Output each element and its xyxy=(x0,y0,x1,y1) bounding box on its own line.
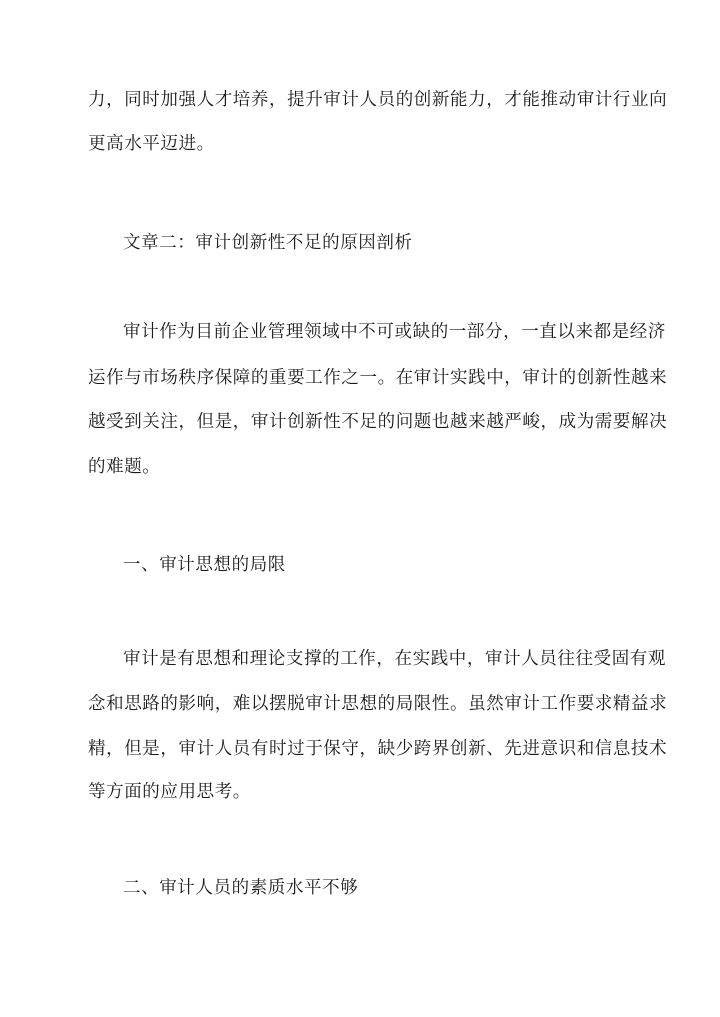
paragraph-line: 运作与市场秩序保障的重要工作之一。在审计实践中，审计的创新性越来 xyxy=(88,368,668,388)
section-heading: 二、审计人员的素质水平不够 xyxy=(123,878,359,898)
paragraph-line: 等方面的应用思考。 xyxy=(88,782,251,802)
section-heading: 一、审计思想的局限 xyxy=(123,555,286,575)
paragraph-line: 精，但是，审计人员有时过于保守，缺少跨界创新、先进意识和信息技术 xyxy=(88,739,668,759)
paragraph-line: 的难题。 xyxy=(88,457,161,477)
paragraph-line: 审计作为目前企业管理领域中不可或缺的一部分，一直以来都是经济 xyxy=(123,322,666,342)
paragraph-line: 念和思路的影响，难以摆脱审计思想的局限性。虽然审计工作要求精益求 xyxy=(88,694,668,714)
paragraph-line: 越受到关注，但是，审计创新性不足的问题也越来越严峻，成为需要解决 xyxy=(88,412,668,432)
paragraph-line: 更高水平迈进。 xyxy=(88,134,215,154)
article-title: 文章二：审计创新性不足的原因剖析 xyxy=(123,233,413,253)
paragraph-line: 审计是有思想和理论支撑的工作，在实践中，审计人员往往受固有观 xyxy=(123,649,666,669)
paragraph-line: 力，同时加强人才培养，提升审计人员的创新能力，才能推动审计行业向 xyxy=(88,90,668,110)
